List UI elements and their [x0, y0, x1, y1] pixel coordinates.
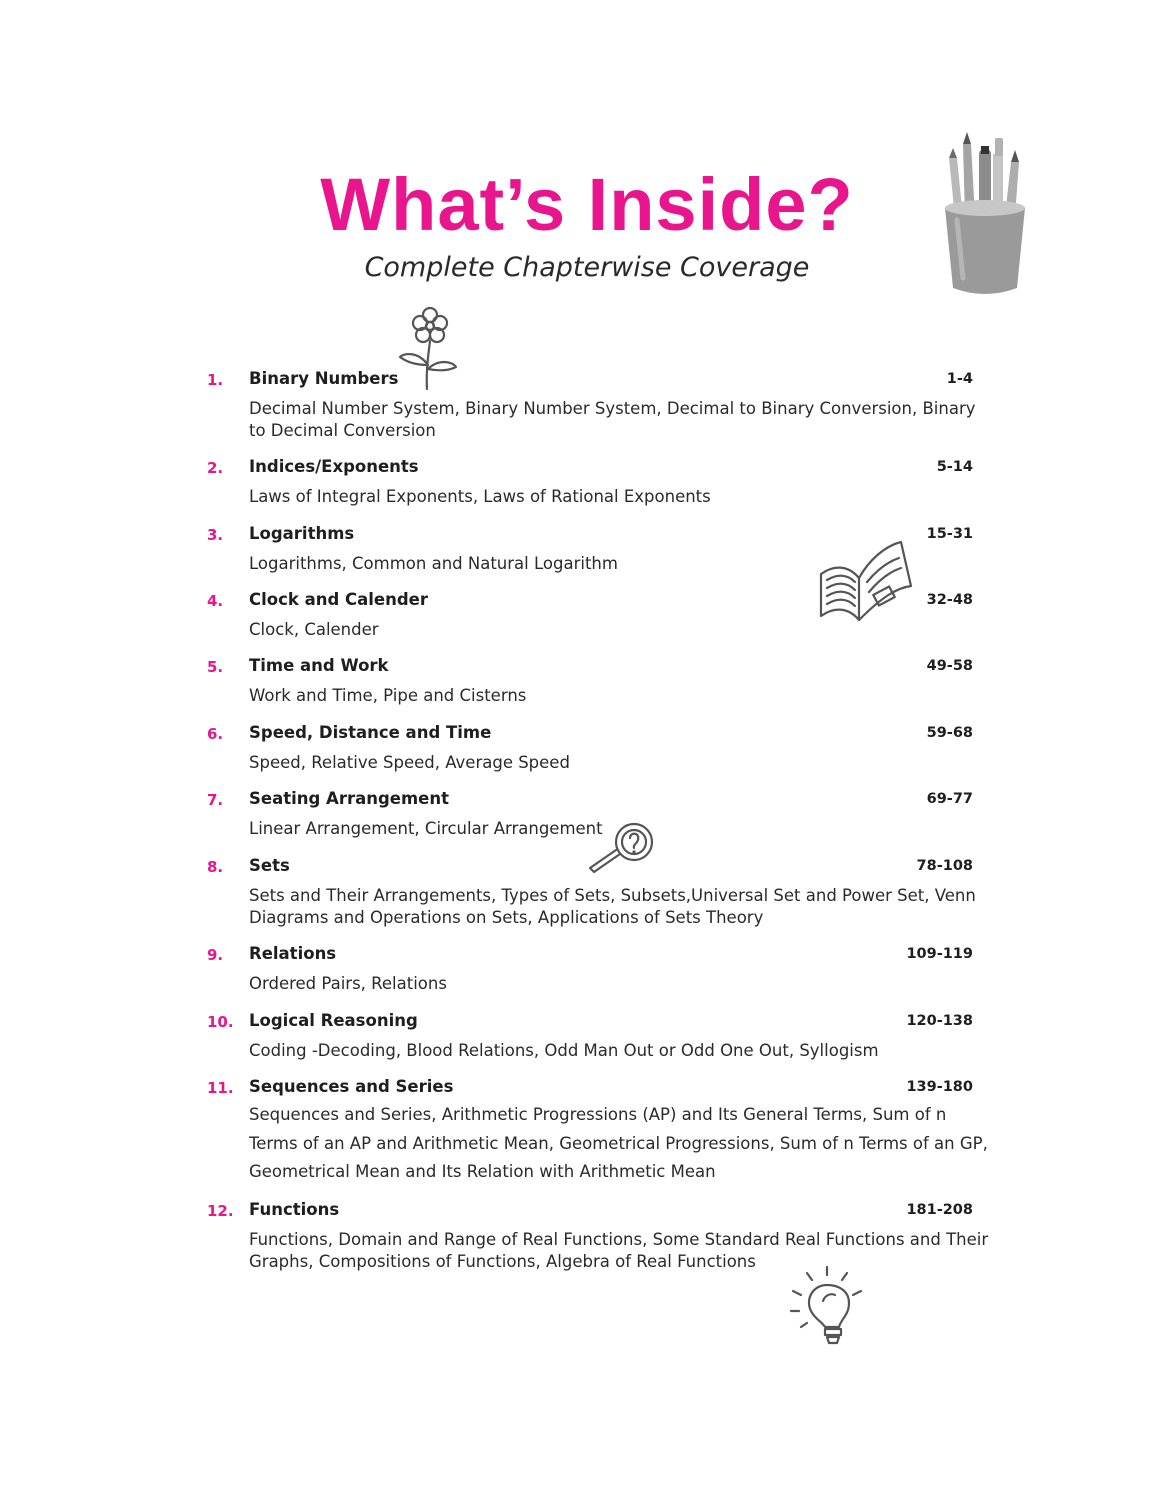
- chapter-pages: 139-180: [906, 1079, 973, 1095]
- chapter-title: Logarithms: [249, 524, 355, 543]
- chapter-topics: Clock, Calender: [249, 620, 379, 639]
- chapter-title: Functions: [249, 1200, 340, 1219]
- chapter-title: Sets: [249, 856, 290, 875]
- chapter-topics: Speed, Relative Speed, Average Speed: [249, 753, 570, 772]
- chapter-topics: Work and Time, Pipe and Cisterns: [249, 686, 527, 705]
- chapter-topics: Decimal Number System, Binary Number System, Decimal to Binary Conversion, Binary to Decimal Conversion: [249, 399, 976, 440]
- chapter-number: 7.: [207, 791, 224, 809]
- chapter-number: 1.: [207, 371, 224, 389]
- page-title: What’s Inside?: [320, 163, 854, 246]
- chapter-pages: 109-119: [906, 946, 973, 962]
- chapter-pages: 15-31: [926, 526, 973, 542]
- chapter-topics: Sequences and Series, Arithmetic Progressions (AP) and Its General Terms, Sum of n Terms of an AP and Arithmetic Mean, Geometrical Progressions, Sum of n Terms of an GP, Geometrical Mean and Its Relation with Arithmetic Mean: [249, 1105, 988, 1181]
- chapter-title: Logical Reasoning: [249, 1011, 418, 1030]
- chapter-title: Relations: [249, 944, 337, 963]
- chapter-topics: Logarithms, Common and Natural Logarithm: [249, 554, 618, 573]
- chapter-title: Indices/Exponents: [249, 457, 419, 476]
- chapter-title: Seating Arrangement: [249, 789, 449, 808]
- chapter-topics: Linear Arrangement, Circular Arrangement: [249, 819, 603, 838]
- chapter-pages: 1-4: [946, 371, 973, 387]
- chapter-pages: 32-48: [926, 592, 973, 608]
- chapter-topics: Ordered Pairs, Relations: [249, 974, 447, 993]
- chapter-title: Speed, Distance and Time: [249, 723, 492, 742]
- chapter-number: 11.: [207, 1079, 234, 1097]
- chapter-number: 8.: [207, 858, 224, 876]
- chapter-pages: 181-208: [906, 1202, 973, 1218]
- chapter-number: 3.: [207, 526, 224, 544]
- chapter-pages: 78-108: [916, 858, 973, 874]
- chapter-pages: 49-58: [926, 658, 973, 674]
- chapter-number: 5.: [207, 658, 224, 676]
- chapter-title: Binary Numbers: [249, 369, 399, 388]
- chapter-title: Clock and Calender: [249, 590, 429, 609]
- chapter-topics: Coding -Decoding, Blood Relations, Odd Man Out or Odd One Out, Syllogism: [249, 1041, 879, 1060]
- chapter-number: 9.: [207, 946, 224, 964]
- page-subtitle: Complete Chapterwise Coverage: [364, 252, 810, 283]
- chapter-number: 10.: [207, 1013, 234, 1031]
- chapter-pages: 120-138: [906, 1013, 973, 1029]
- chapter-number: 12.: [207, 1202, 234, 1220]
- chapter-number: 2.: [207, 459, 224, 477]
- chapter-number: 4.: [207, 592, 224, 610]
- chapter-pages: 59-68: [926, 725, 973, 741]
- chapter-pages: 5-14: [936, 459, 973, 475]
- chapter-title: Time and Work: [249, 656, 389, 675]
- chapter-topics: Laws of Integral Exponents, Laws of Rational Exponents: [249, 487, 711, 506]
- chapter-topics: Sets and Their Arrangements, Types of Sets, Subsets,Universal Set and Power Set, Venn Diagrams and Operations on Sets, Applications of Sets Theory: [249, 886, 976, 927]
- chapter-pages: 69-77: [926, 791, 973, 807]
- chapter-topics: Functions, Domain and Range of Real Functions, Some Standard Real Functions and Their Graphs, Compositions of Functions, Algebra of Real Functions: [249, 1230, 989, 1271]
- chapter-title: Sequences and Series: [249, 1077, 454, 1096]
- chapter-number: 6.: [207, 725, 224, 743]
